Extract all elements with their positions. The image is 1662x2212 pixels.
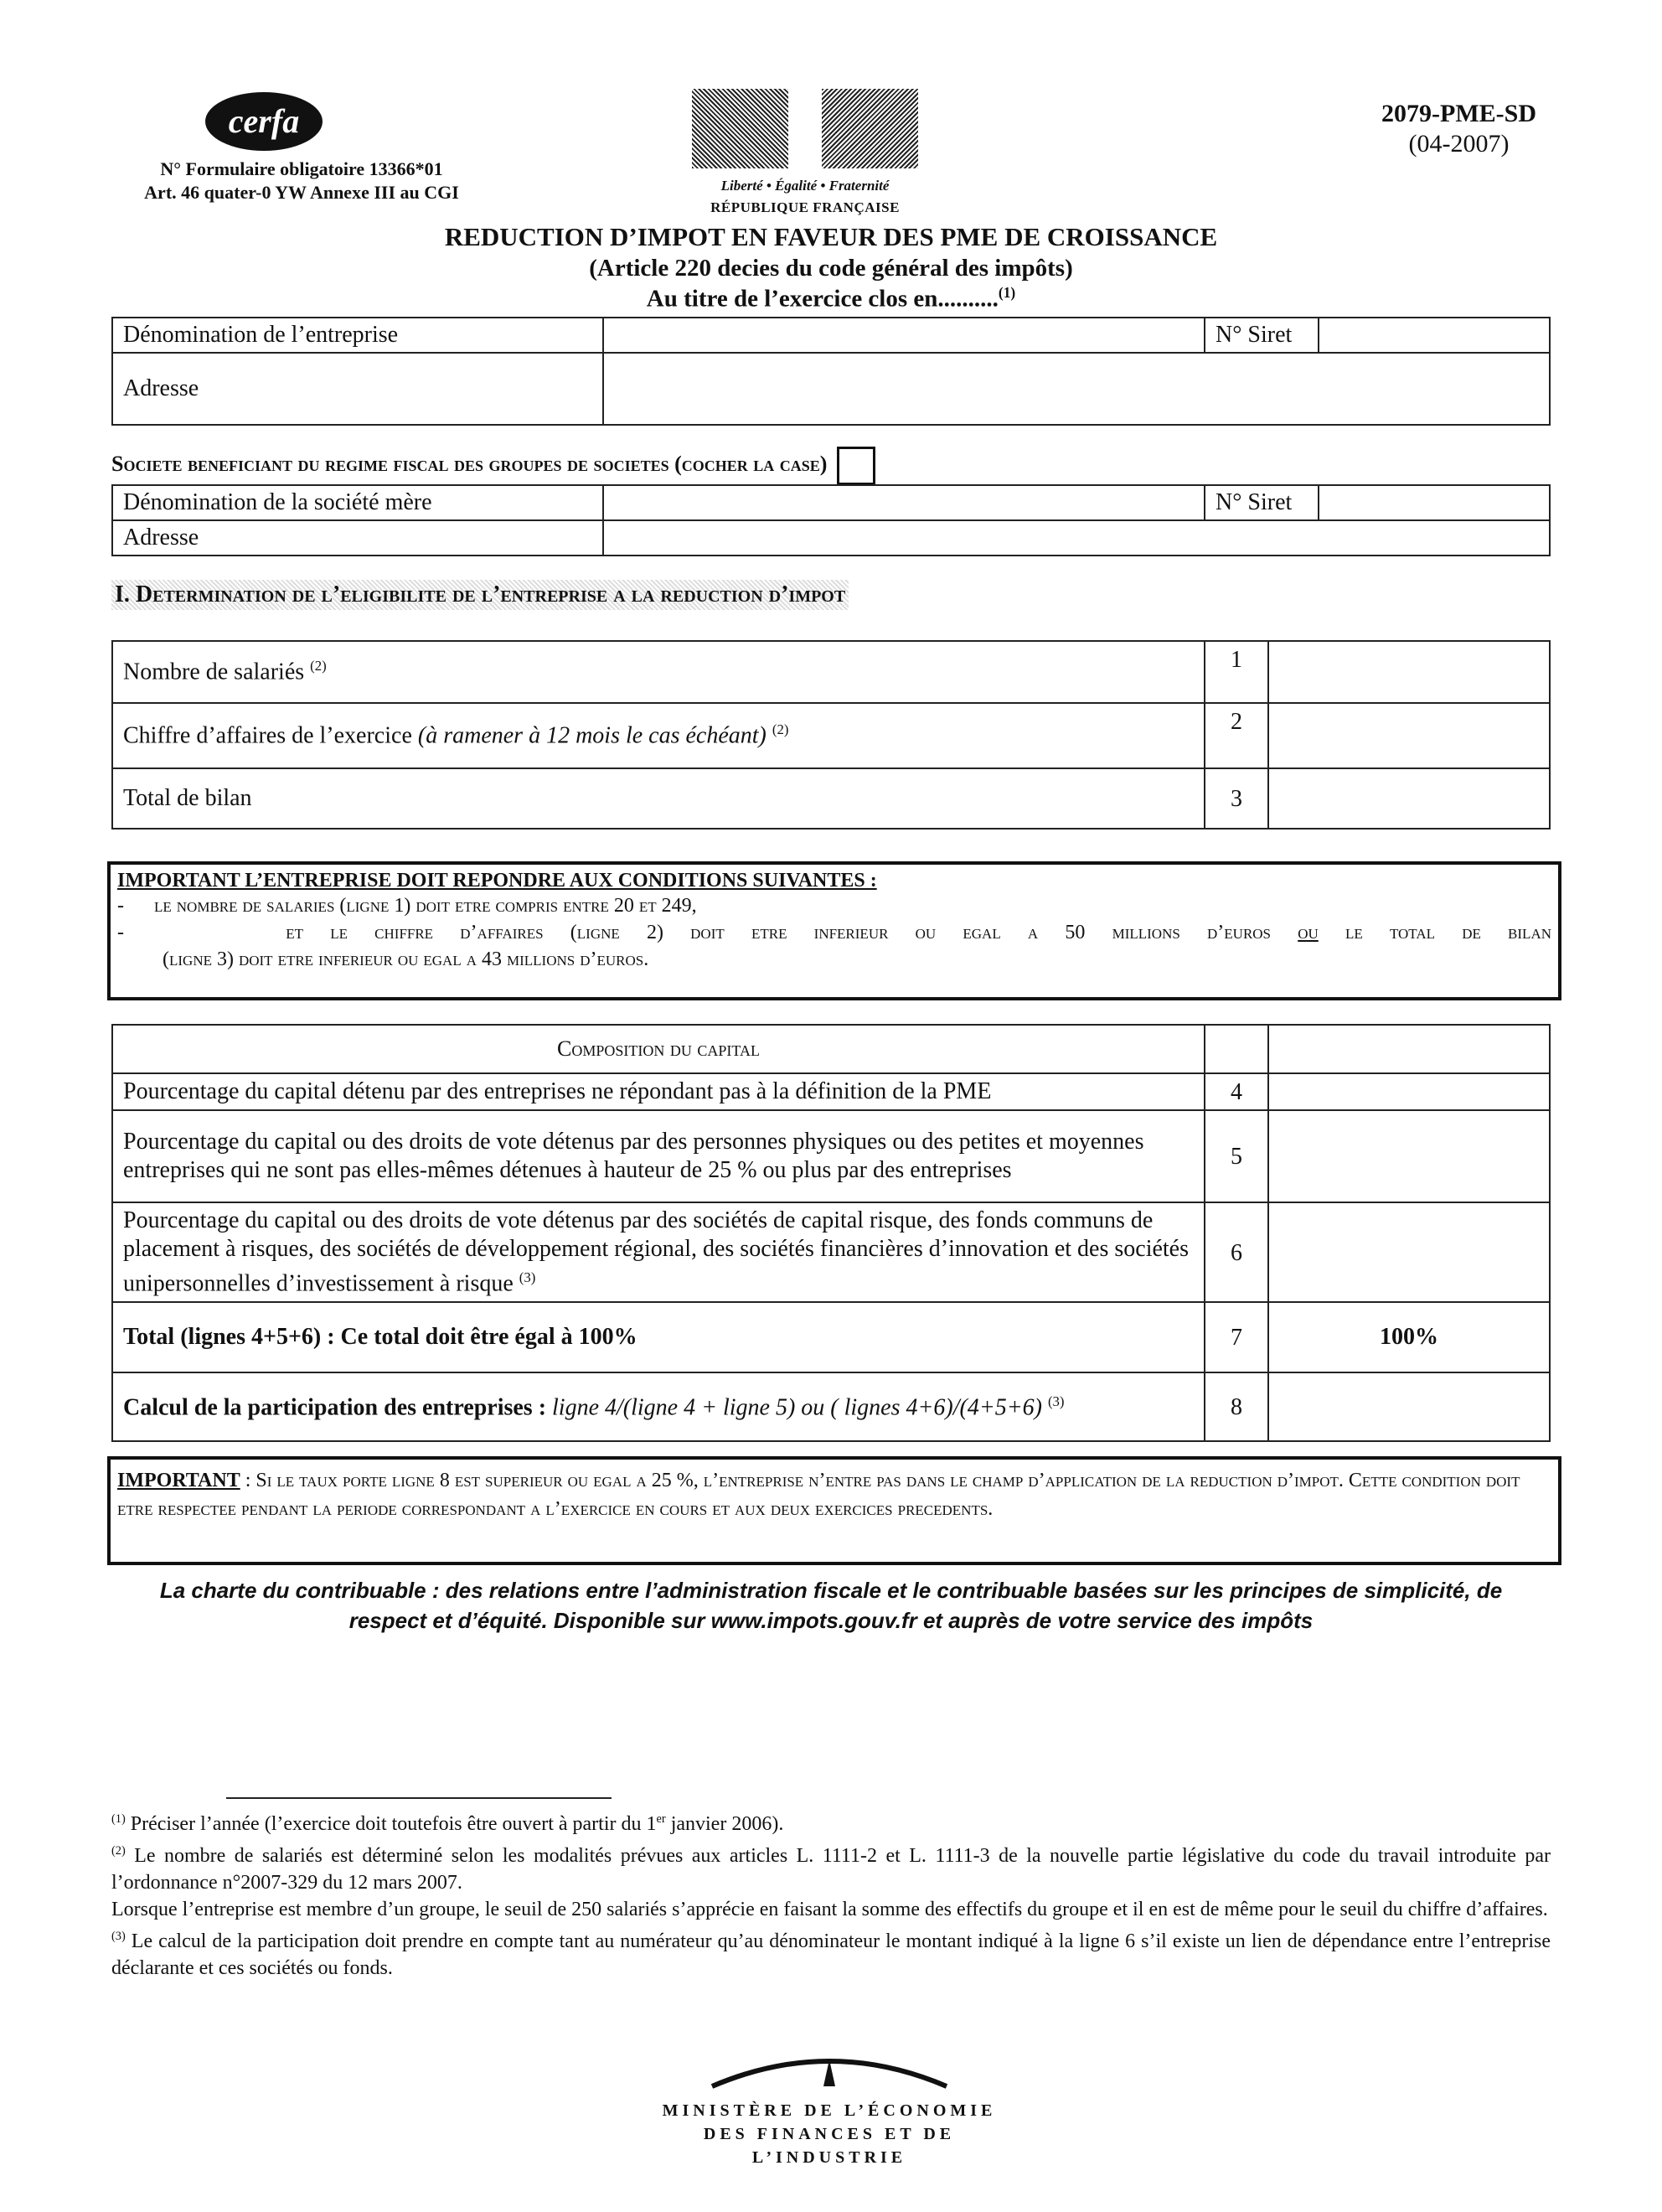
company-table [111, 317, 1551, 426]
row-2-italic: (à ramener à 12 mois le cas échéant) [417, 722, 766, 749]
capital-header-value [1268, 1025, 1550, 1073]
table-row [112, 703, 1550, 768]
footnote-3 [111, 1923, 1551, 1982]
row-1-text: Nombre de salariés [123, 659, 305, 685]
company-address-field[interactable] [603, 353, 1550, 425]
republic-logo [692, 89, 918, 216]
condition-2: - et le chiffre d’affaires (ligne 2) doit etre inferieur ou egal a 50 millions d’euros ou le total de bilan [117, 922, 1551, 943]
capital-row-4-label: Pourcentage du capital détenu par des entreprises ne répondant pas à la définition de la PME [112, 1073, 1205, 1110]
form-identifiers [126, 158, 477, 204]
condition-2-text: et le chiffre d’affaires (ligne 2) doit etre inferieur ou egal a 50 millions d’euros [286, 922, 1272, 943]
capital-calc-number: 8 [1205, 1372, 1268, 1441]
row-2-label [112, 703, 1205, 768]
capital-calc-value[interactable] [1268, 1372, 1550, 1441]
exercise-note: (1) [998, 284, 1016, 301]
footnote-2-mark: (2) [111, 1844, 126, 1858]
table-row [112, 641, 1550, 703]
footnote-3-mark: (3) [111, 1930, 126, 1943]
parent-name-label: Dénomination de la société mère [112, 485, 603, 520]
condition-1-text: le nombre de salaries (ligne 1) doit etre compris entre 20 et 249, [154, 895, 697, 917]
exercise-label: Au titre de l’exercice clos en.......... [646, 285, 999, 313]
table-row [112, 768, 1550, 829]
capital-row-5-number: 5 [1205, 1110, 1268, 1202]
capital-row-6-value[interactable] [1268, 1202, 1550, 1302]
company-siret-field[interactable] [1319, 318, 1550, 353]
condition-2-text-end: le total de bilan [1345, 922, 1551, 943]
capital-calc-label [112, 1372, 1205, 1441]
table-row [112, 1110, 1550, 1202]
table-row [112, 1302, 1550, 1372]
capital-header: Composition du capital [112, 1025, 1205, 1073]
section-1-title: I. Determination de l’eligibilite de l’entreprise a la reduction d’impot [111, 580, 849, 610]
cerfa-logo: cerfa [205, 92, 323, 151]
page-title: REDUCTION D’IMPOT EN FAVEUR DES PME DE CROISSANCE [444, 222, 1218, 251]
footnote-1-end: janvier 2006). [665, 1813, 784, 1835]
capital-calc-note: (3) [1047, 1393, 1065, 1409]
important-threshold-title: IMPORTANT [117, 1470, 240, 1491]
row-3-value[interactable] [1268, 768, 1550, 829]
important-threshold-text: : Si le taux porte ligne 8 est superieur ou egal a 25 %, l’entreprise n’entre pas dans le champ d’application de la reduction d’impot. Cette condition doit etre respectee pendant la periode correspondant a l’exercice en cours et aux deux exercices precedents. [117, 1470, 1520, 1520]
footnote-separator [226, 1797, 612, 1799]
capital-row-5-label: Pourcentage du capital ou des droits de vote détenus par des personnes physiques ou des petites et moyennes entreprises qui ne sont pas elles-mêmes détenues à hauteur de 25 % ou plus par des entreprises [112, 1110, 1205, 1202]
parent-company-table [111, 484, 1551, 556]
footnote-1-text: Préciser l’année (l’exercice doit toutefois être ouvert à partir du 1 [125, 1813, 657, 1835]
capital-row-6-text: Pourcentage du capital ou des droits de vote détenus par des sociétés de capital risque, des fonds communs de placement à risques, des sociétés de développement régional, des sociétés financières d’innovation et des sociétés unipersonnelles d’investissement à risque [123, 1207, 1190, 1297]
eligibility-table [111, 640, 1551, 830]
footnote-3-text: Le calcul de la participation doit prendre en compte tant au numérateur qu’au dénominateur le montant indiqué à la ligne 6 s’il existe un lien de dépendance entre l’entreprise déclarante et ces sociétés ou fonds. [111, 1930, 1551, 1979]
capital-calc-text: Calcul de la participation des entreprises : [123, 1393, 547, 1420]
important-threshold-box [107, 1456, 1561, 1565]
republic-motto: Liberté • Égalité • Fraternité [720, 178, 890, 194]
parent-siret-label: N° Siret [1205, 485, 1319, 520]
row-2-value[interactable] [1268, 703, 1550, 768]
row-1-note: (2) [310, 658, 327, 674]
capital-row-4-number: 4 [1205, 1073, 1268, 1110]
condition-1: - le nombre de salaries (ligne 1) doit etre compris entre 20 et 249, [117, 895, 697, 917]
form-code: 2079-PME-SD [1381, 100, 1536, 127]
row-1-number: 1 [1205, 641, 1268, 703]
capital-table [111, 1024, 1551, 1442]
parent-name-field[interactable] [603, 485, 1205, 520]
ministry-line-1: MINISTÈRE DE L’ÉCONOMIE [662, 2101, 997, 2120]
footnotes [111, 1806, 1551, 1982]
company-address-label: Adresse [112, 353, 603, 425]
capital-total-value: 100% [1268, 1302, 1550, 1372]
row-1-value[interactable] [1268, 641, 1550, 703]
footnote-2 [111, 1837, 1551, 1896]
company-name-label: Dénomination de l’entreprise [112, 318, 603, 353]
ministry-arc-icon [704, 2044, 955, 2095]
form-date: (04-2007) [1408, 130, 1510, 158]
table-row [112, 1073, 1550, 1110]
important-conditions-title: IMPORTANT L’ENTREPRISE DOIT REPONDRE AUX CONDITIONS SUIVANTES : [117, 870, 877, 892]
company-siret-label: N° Siret [1205, 318, 1319, 353]
parent-address-label: Adresse [112, 520, 603, 556]
capital-row-4-value[interactable] [1268, 1073, 1550, 1110]
capital-total-label: Total (lignes 4+5+6) : Ce total doit être égal à 100% [112, 1302, 1205, 1372]
parent-address-field[interactable] [603, 520, 1550, 556]
marianne-flag-right-icon [822, 89, 918, 168]
capital-row-6-label [112, 1202, 1205, 1302]
page-subtitle: (Article 220 decies du code général des impôts) [589, 255, 1073, 282]
row-2-number: 2 [1205, 703, 1268, 768]
taxpayer-charter: La charte du contribuable : des relations entre l’administration fiscale et le contribuable basées sur les principes de simplicité, de respect et d’équité. Disponible sur www.impots.gouv.fr et auprès de votre service des impôts [159, 1578, 1503, 1633]
capital-row-6-number: 6 [1205, 1202, 1268, 1302]
row-1-label [112, 641, 1205, 703]
footnote-1-sup: er [656, 1812, 666, 1826]
ministry-logo [637, 2044, 1022, 2169]
footnote-2b: Lorsque l’entreprise est membre d’un groupe, le seuil de 250 salariés s’apprécie en faisant la somme des effectifs du groupe et il en est de même pour le seuil du chiffre d’affaires. [111, 1899, 1548, 1920]
ministry-line-2: DES FINANCES ET DE L’INDUSTRIE [703, 2125, 956, 2167]
capital-row-6-note: (3) [519, 1269, 536, 1285]
row-2-text: Chiffre d’affaires de l’exercice [123, 722, 412, 749]
form-code-block [1381, 99, 1536, 159]
capital-header-num [1205, 1025, 1268, 1073]
footnote-1-mark: (1) [111, 1812, 126, 1826]
footnote-1 [111, 1806, 1551, 1837]
capital-calc-formula: ligne 4/(ligne 4 + ligne 5) ou ( lignes 4+6)/(4+5+6) [552, 1393, 1042, 1420]
condition-3: (ligne 3) doit etre inferieur ou egal a 43 millions d’euros. [163, 948, 649, 970]
table-row [112, 1372, 1550, 1441]
republic-name: RÉPUBLIQUE FRANÇAISE [710, 199, 900, 215]
capital-total-number: 7 [1205, 1302, 1268, 1372]
row-2-note: (2) [772, 721, 789, 738]
form-article: Art. 46 quater-0 YW Annexe III au CGI [144, 182, 459, 203]
footnote-2-text: Le nombre de salariés est déterminé selon les modalités prévues aux articles L. 1111-2 et L. 1111-3 de la nouvelle partie législative du code du travail introduite par l’ordonnance n°2007-329 du 12 mars 2007. [111, 1845, 1551, 1894]
capital-row-5-value[interactable] [1268, 1110, 1550, 1202]
condition-2-ou: ou [1298, 922, 1319, 943]
marianne-flag-left-icon [692, 89, 788, 168]
exercise-line [0, 284, 1662, 313]
table-row [112, 1202, 1550, 1302]
group-regime-line [111, 447, 875, 485]
row-3-label: Total de bilan [112, 768, 1205, 829]
parent-siret-field[interactable] [1319, 485, 1550, 520]
form-number: N° Formulaire obligatoire 13366*01 [160, 158, 443, 179]
company-name-field[interactable] [603, 318, 1205, 353]
row-3-number: 3 [1205, 768, 1268, 829]
important-conditions-box [107, 861, 1561, 1000]
group-regime-checkbox[interactable] [837, 447, 875, 485]
group-regime-label: Societe beneficiant du regime fiscal des groupes de societes (cocher la case) [111, 451, 828, 476]
